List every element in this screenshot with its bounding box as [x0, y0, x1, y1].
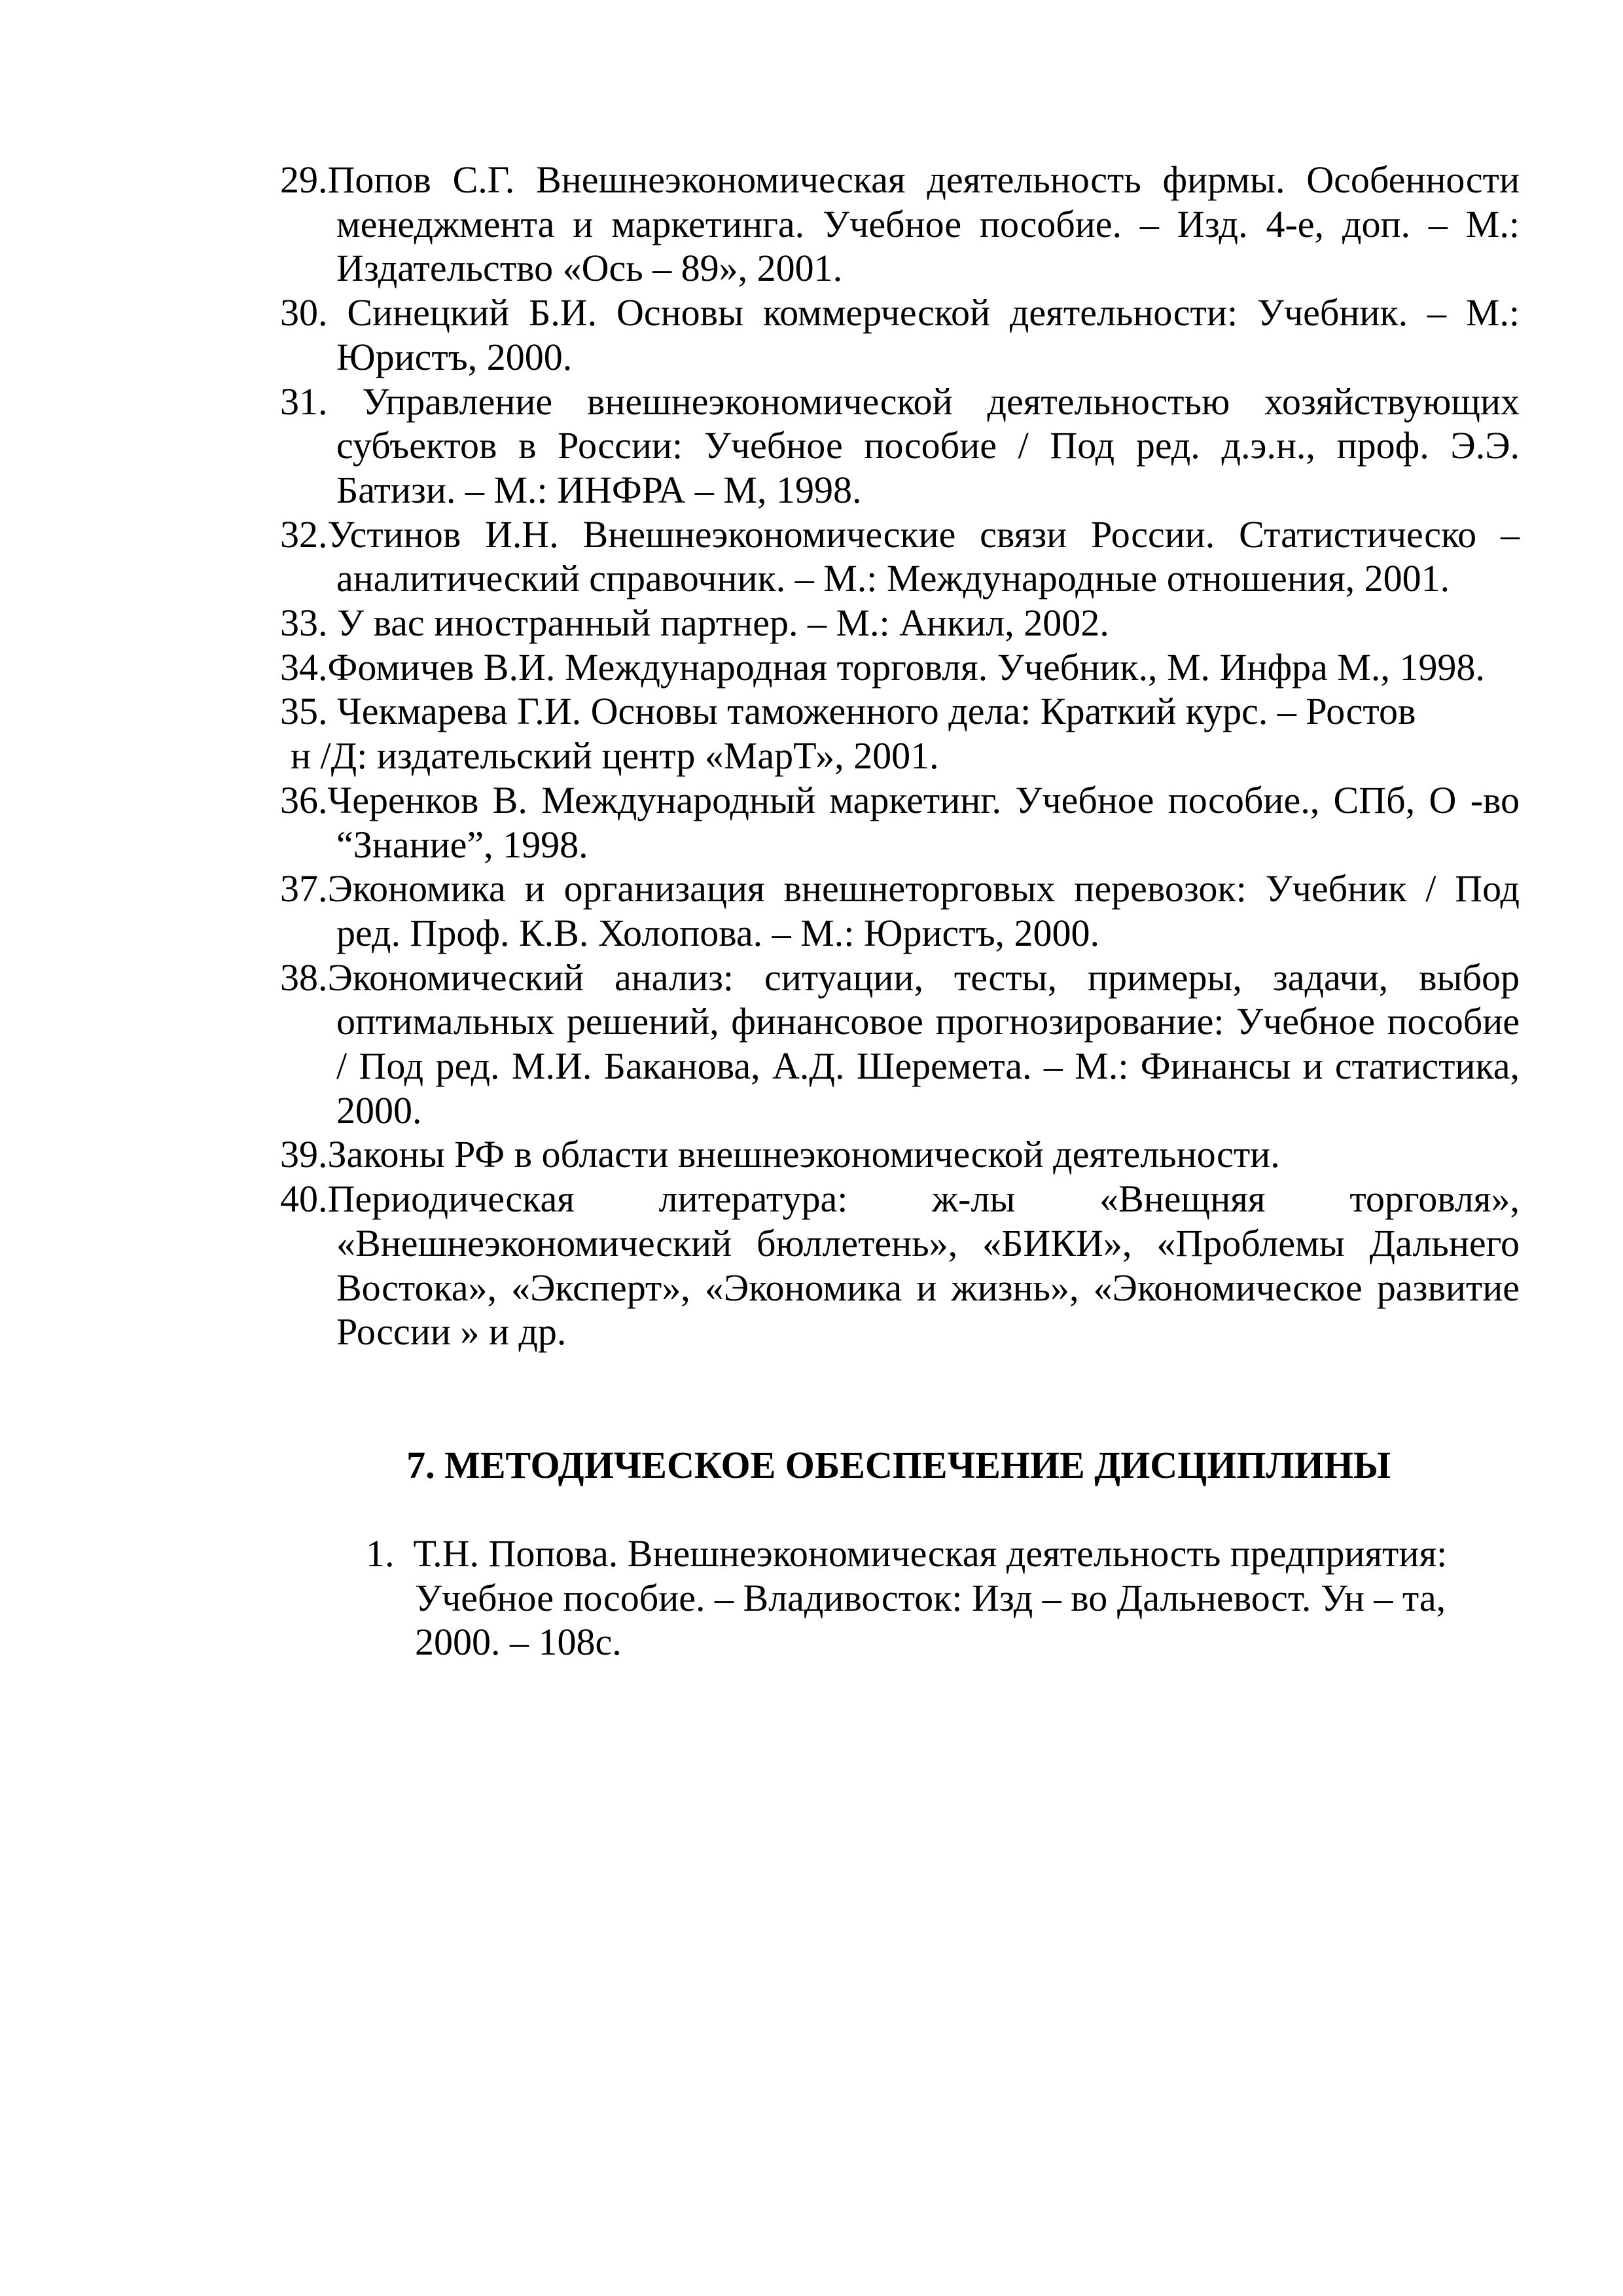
item-text: Законы РФ в области внешнеэкономической деятельности. — [327, 1133, 1280, 1176]
item-number: 29. — [280, 158, 328, 201]
item-number: 36. — [280, 778, 328, 821]
item-text: Фомичев В.И. Международная торговля. Учебник., М. Инфра М., 1998. — [327, 645, 1485, 689]
bibliography-item — [0, 778, 1520, 867]
item-text: Синецкий Б.И. Основы коммерческой деятельности: Учебник. – М.: Юристъ, 2000. — [336, 291, 1520, 378]
bibliography-item — [0, 645, 1520, 690]
bibliography-item — [0, 512, 1520, 601]
item-text: Черенков В. Международный маркетинг. Учебное пособие., СПб, О -во “Знание”, 1998. — [327, 778, 1520, 866]
methodical-list — [366, 1532, 1478, 1664]
item-text: Чекмарева Г.И. Основы таможенного дела: Краткий курс. – Ростов — [337, 690, 1416, 733]
item-number: 30. — [280, 291, 348, 334]
methodical-item — [366, 1532, 1478, 1664]
section-heading: 7. МЕТОДИЧЕСКОЕ ОБЕСПЕЧЕНИЕ ДИСЦИПЛИНЫ — [406, 1444, 1391, 1486]
item-text: Периодическая литература: ж-лы «Внещняя торговля», «Внешнеэкономический бюллетень», «БИКИ», «Проблемы Дальнего Востока», «Эксперт», «Экономика и жизнь», «Экономическое развитие России » и др. — [327, 1177, 1520, 1354]
bibliography-item-continuation: н /Д: издательский центр «МарТ», 2001. — [291, 734, 939, 778]
item-number: 38. — [280, 956, 328, 999]
bibliography-item — [0, 380, 1520, 512]
bibliography-item — [0, 1177, 1520, 1354]
item-number: 40. — [280, 1177, 328, 1221]
item-number: 32. — [280, 512, 328, 556]
bibliography-item — [0, 158, 1520, 291]
item-text: Экономический анализ: ситуации, тесты, примеры, задачи, выбор оптимальных решений, финансовое прогнозирование: Учебное пособие / Под ред. М.И. Баканова, А.Д. Шеремета. – М.: Финансы и статистика, 2000. — [327, 956, 1520, 1132]
bibliography-list — [0, 158, 1520, 1354]
bibliography-item — [0, 601, 1520, 645]
item-number: 39. — [280, 1133, 328, 1176]
bibliography-item — [0, 291, 1520, 379]
item-number: 31. — [280, 380, 363, 423]
bibliography-item — [0, 867, 1520, 955]
item-text: Управление внешнеэкономической деятельностью хозяйствующих субъектов в России: Учебное пособие / Под ред. д.э.н., проф. Э.Э. Батизи. – М.: ИНФРА – М, 1998. — [336, 380, 1520, 511]
item-number: 35. — [280, 690, 337, 733]
bibliography-item — [0, 1132, 1520, 1177]
item-number: 1. — [366, 1532, 395, 1575]
item-text: Т.Н. Попова. Внешнеэкономическая деятельность предприятия: Учебное пособие. – Владивосток: Изд – во Дальневост. Ун – та, 2000. – 108с. — [413, 1532, 1448, 1664]
item-number: 33. — [280, 601, 337, 645]
item-text: У вас иностранный партнер. – М.: Анкил, 2002. — [337, 601, 1109, 645]
item-text: Устинов И.Н. Внешнеэкономические связи России. Статистическо – аналитический справочник. – М.: Международные отношения, 2001. — [327, 512, 1520, 600]
item-text: Экономика и организация внешнеторговых перевозок: Учебник / Под ред. Проф. К.В. Холопова. – М.: Юристъ, 2000. — [327, 867, 1520, 954]
item-number: 37. — [280, 867, 328, 910]
bibliography-item — [0, 956, 1520, 1133]
item-number: 34. — [280, 645, 328, 689]
bibliography-item — [0, 689, 1520, 734]
item-text: Попов С.Г. Внешнеэкономическая деятельность фирмы. Особенности менеджмента и маркетинга. Учебное пособие. – Изд. 4-е, доп. – М.: Издательство «Ось – 89», 2001. — [327, 158, 1520, 290]
